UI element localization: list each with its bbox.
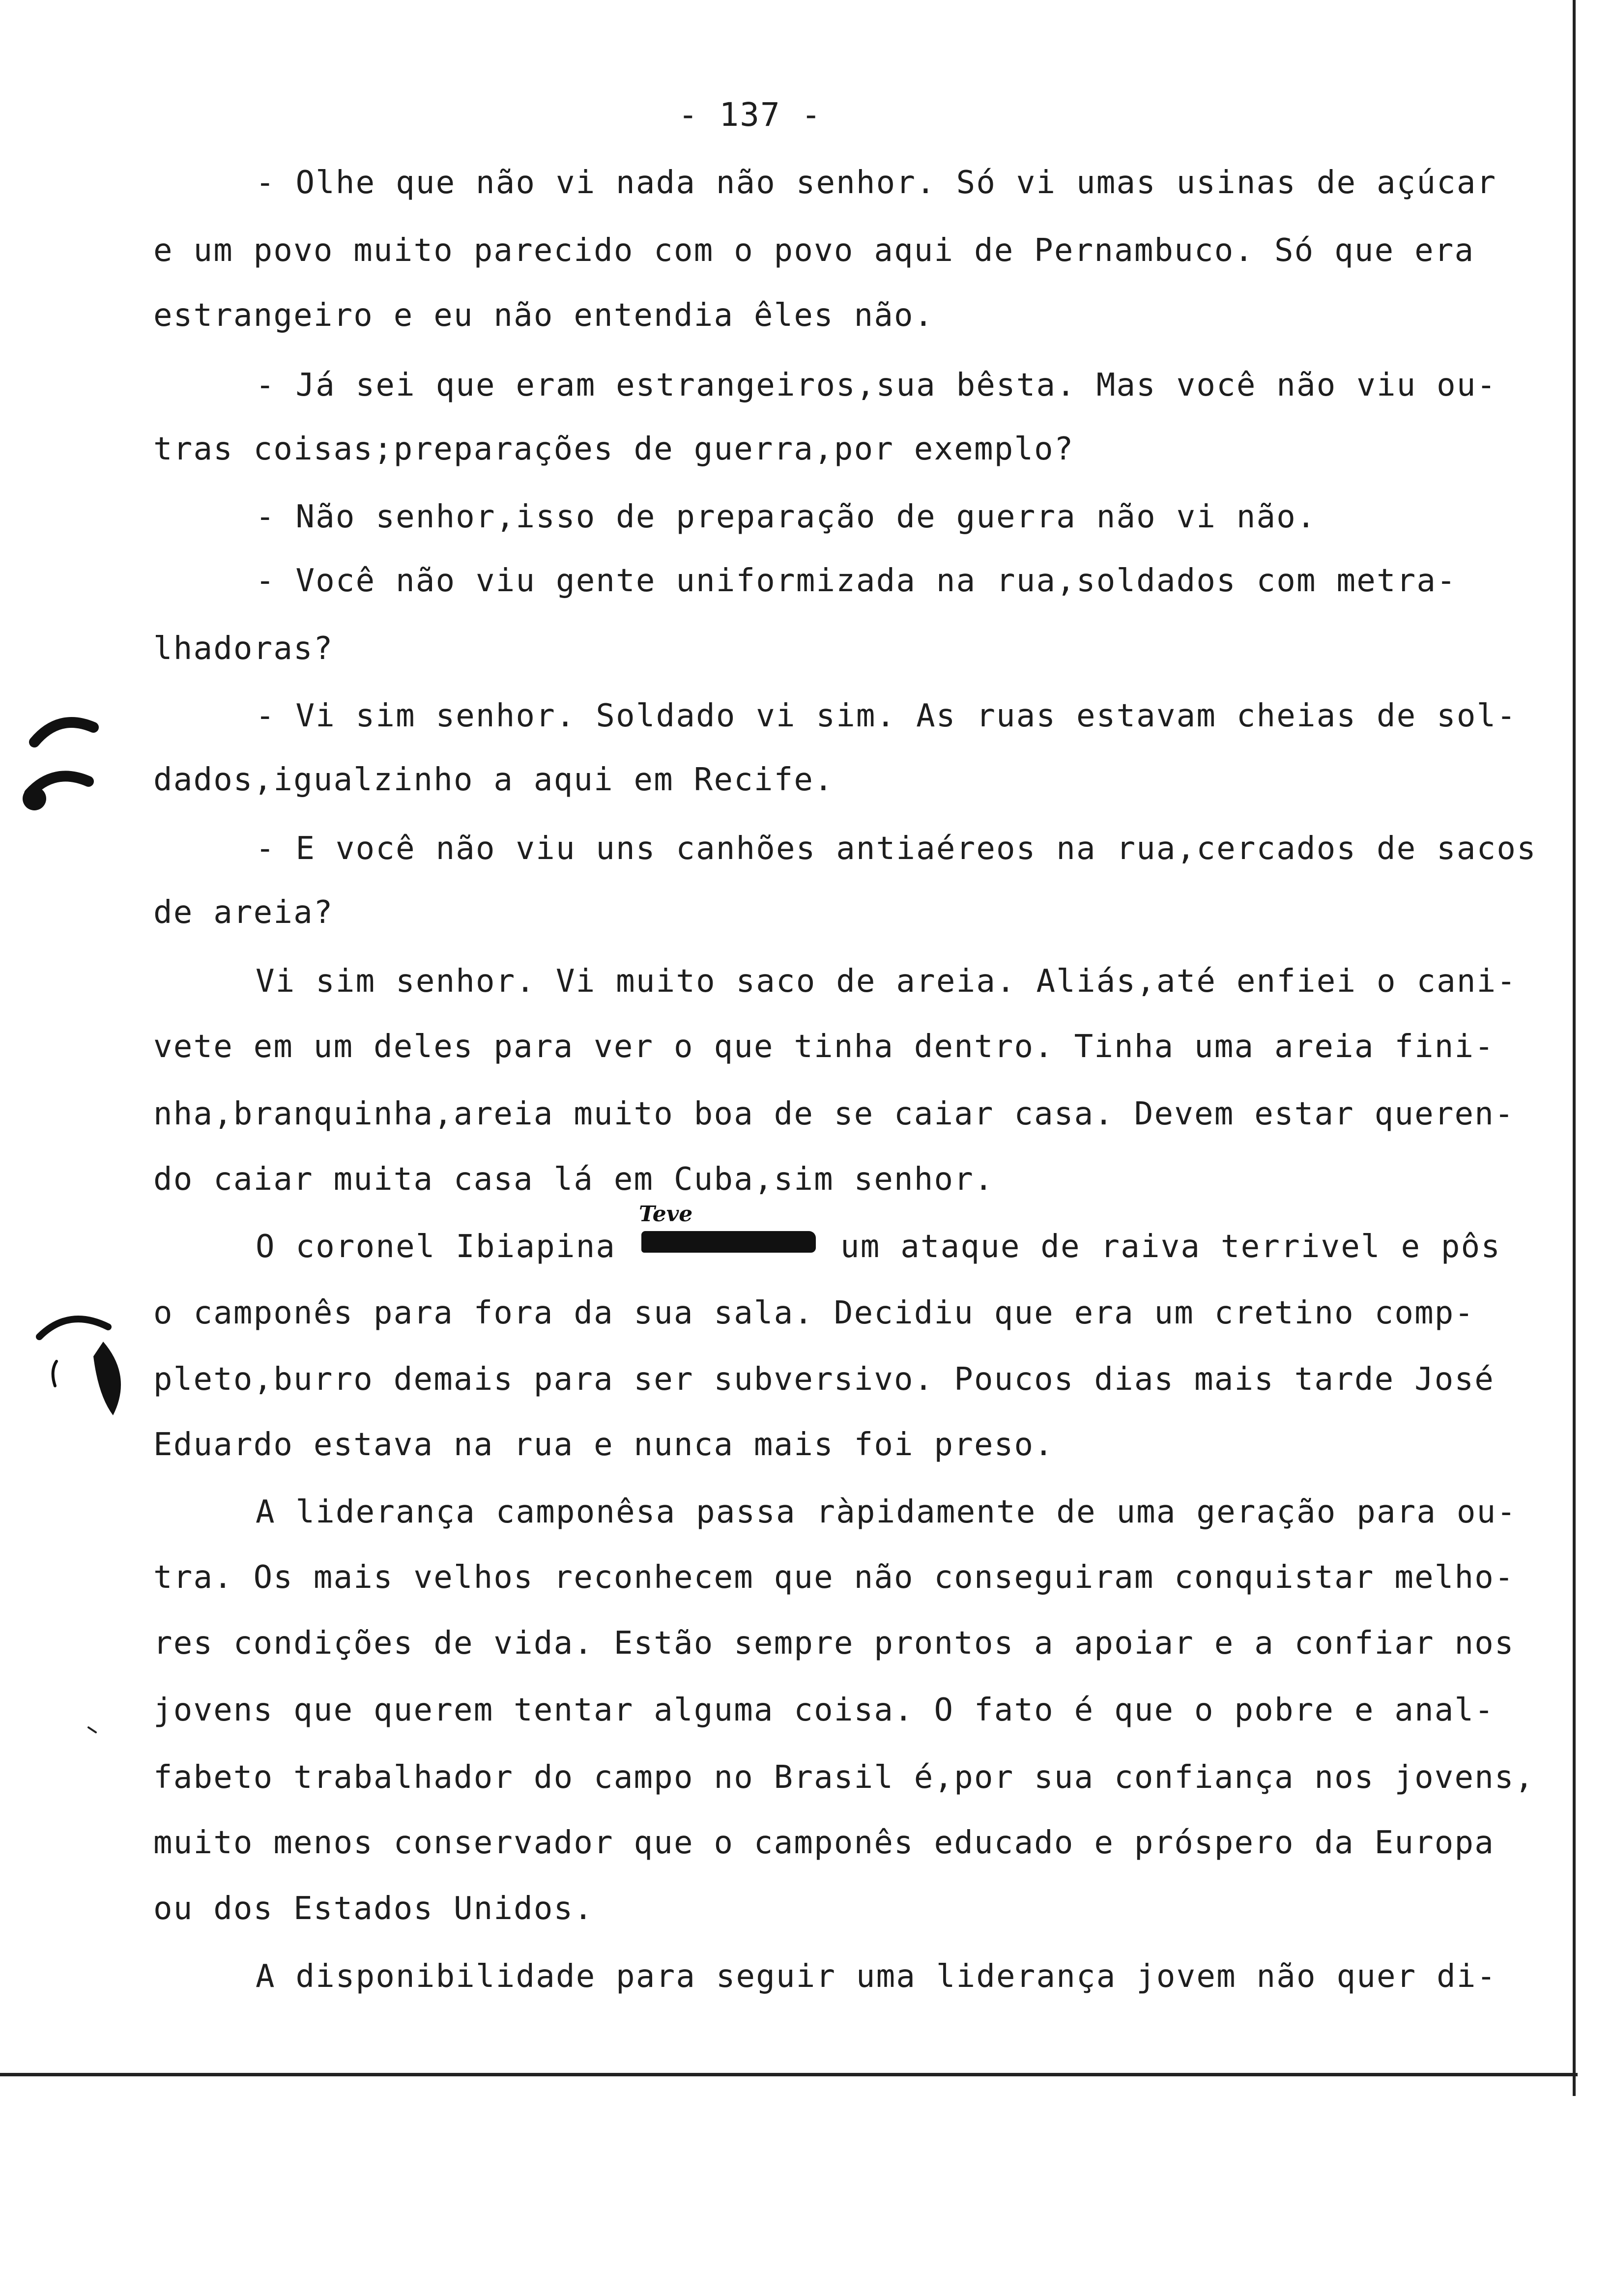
page-number: - 137 - bbox=[678, 96, 822, 134]
text-line: dados,igualzinho a aqui em Recife. bbox=[153, 762, 834, 798]
text-line: Eduardo estava na rua e nunca mais foi preso. bbox=[153, 1427, 1054, 1463]
text-line: - Já sei que eram estrangeiros,sua bêsta. Mas você não viu ou- bbox=[256, 367, 1497, 403]
text-line: - Olhe que não vi nada não senhor. Só vi umas usinas de açúcar bbox=[256, 165, 1497, 201]
text-line: ou dos Estados Unidos. bbox=[153, 1891, 594, 1927]
margin-tick bbox=[84, 1720, 103, 1740]
text-line: res condições de vida. Estão sempre prontos a apoiar e a confiar nos bbox=[153, 1625, 1515, 1662]
text-line: - Você não viu gente uniformizada na rua,soldados com metra- bbox=[256, 563, 1457, 599]
handwritten-insert: Teve bbox=[639, 1202, 693, 1227]
redaction-mark bbox=[641, 1231, 816, 1253]
text-line: e um povo muito parecido com o povo aqui de Pernambuco. Só que era bbox=[153, 232, 1475, 269]
text-line: o camponês para fora da sua sala. Decidiu que era um cretino comp- bbox=[153, 1295, 1475, 1331]
text-line: nha,branquinha,areia muito boa de se caiar casa. Devem estar queren- bbox=[153, 1096, 1515, 1132]
text-line: muito menos conservador que o camponês educado e próspero da Europa bbox=[153, 1825, 1495, 1861]
binder-mark-bottom bbox=[20, 1297, 133, 1425]
text-line: O coronel Ibiapina bbox=[256, 1229, 616, 1265]
text-line: tra. Os mais velhos reconhecem que não conseguiram conquistar melho- bbox=[153, 1559, 1515, 1596]
text-line: lhadoras? bbox=[153, 631, 334, 667]
right-edge-rule bbox=[1573, 0, 1576, 2096]
text-line: pleto,burro demais para ser subversivo. Poucos dias mais tarde José bbox=[153, 1361, 1495, 1398]
text-line: de areia? bbox=[153, 894, 334, 931]
text-line: tras coisas;preparações de guerra,por exemplo? bbox=[153, 431, 1074, 467]
text-line: A liderança camponêsa passa ràpidamente de uma geração para ou- bbox=[256, 1494, 1517, 1530]
text-line: fabeto trabalhador do campo no Brasil é,por sua confiança nos jovens, bbox=[153, 1759, 1535, 1796]
text-line: estrangeiro e eu não entendia êles não. bbox=[153, 297, 934, 334]
text-line: do caiar muita casa lá em Cuba,sim senhor. bbox=[153, 1161, 994, 1198]
text-line: Vi sim senhor. Vi muito saco de areia. Aliás,até enfiei o cani- bbox=[256, 963, 1517, 1000]
text-line: - Vi sim senhor. Soldado vi sim. As ruas estavam cheias de sol- bbox=[256, 698, 1517, 734]
binder-mark-top bbox=[20, 708, 108, 816]
text-line: um ataque de raiva terrivel e pôs bbox=[840, 1229, 1501, 1265]
page-edge-rule bbox=[0, 2073, 1578, 2076]
text-line: jovens que querem tentar alguma coisa. O fato é que o pobre e anal- bbox=[153, 1692, 1495, 1728]
text-line: - Não senhor,isso de preparação de guerra não vi não. bbox=[256, 499, 1317, 535]
text-line: A disponibilidade para seguir uma liderança jovem não quer di- bbox=[256, 1958, 1497, 1995]
text-line: - E você não viu uns canhões antiaéreos na rua,cercados de sacos bbox=[256, 831, 1537, 867]
text-line: vete em um deles para ver o que tinha dentro. Tinha uma areia fini- bbox=[153, 1029, 1495, 1065]
